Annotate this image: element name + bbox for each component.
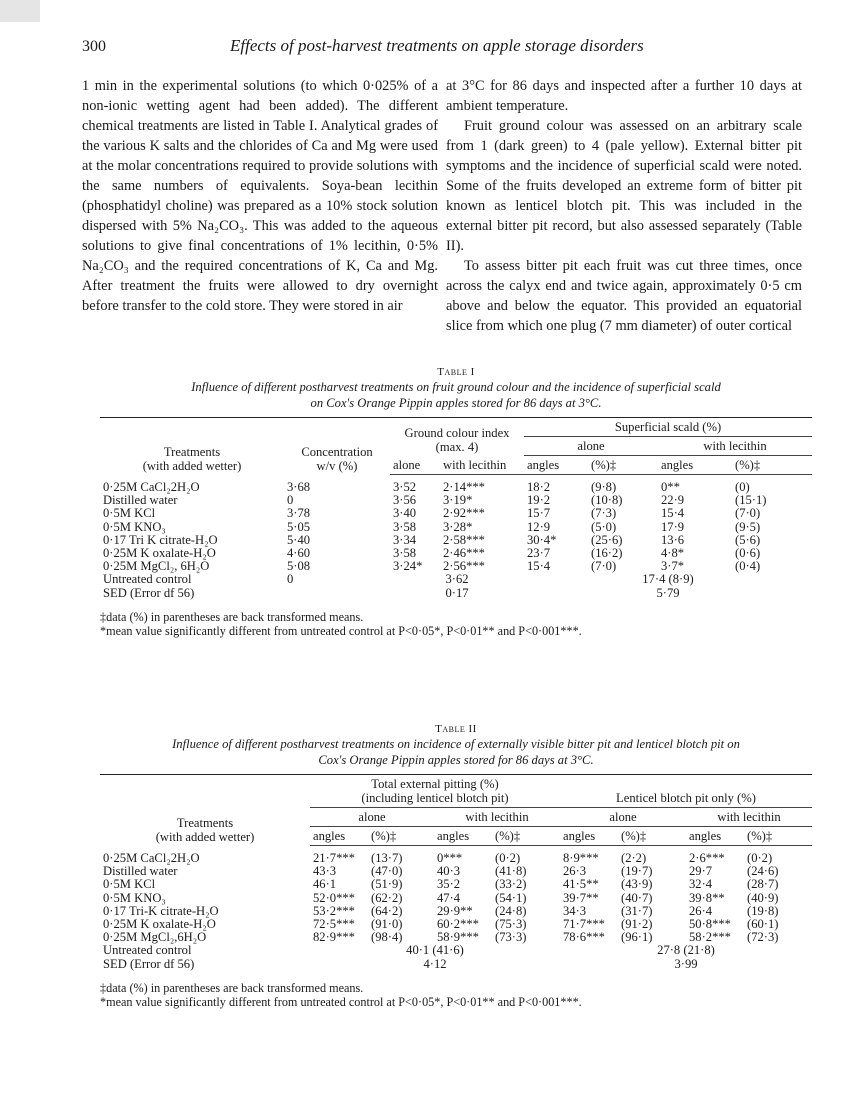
- table-label: Table I: [437, 366, 475, 378]
- row-label-cell: 0·5M KCl: [103, 506, 156, 521]
- table-cell: (54·1): [495, 890, 527, 905]
- table-cell: (9·5): [735, 519, 761, 534]
- row-label-cell: Untreated control: [103, 943, 192, 958]
- table-cell: 3·28*: [443, 519, 473, 534]
- column-header: alone: [560, 808, 686, 827]
- table-cell: 0: [287, 572, 294, 587]
- table-cell: 72·5***: [313, 917, 355, 932]
- column-header: Lenticel blotch pit only (%): [560, 775, 812, 808]
- row-label-cell: 0·25M K oxalate-H₂O: [103, 546, 216, 561]
- caption-line: on Cox's Orange Pippin apples stored for 86 days at 3°C.: [310, 396, 602, 410]
- page-number: 300: [82, 38, 106, 55]
- running-head: [82, 36, 802, 62]
- left-column: [82, 76, 438, 336]
- table-cell: 35·2: [437, 877, 461, 892]
- column-header: (%)‡: [588, 456, 658, 475]
- table-cell: 78·6***: [563, 930, 605, 945]
- table-cell: 12·9: [527, 519, 551, 534]
- header-line: (with added wetter): [142, 458, 242, 473]
- row-label-cell: 0·25M K oxalate-H₂O: [103, 917, 216, 932]
- table-cell: 3·99: [674, 956, 698, 971]
- column-header: (%)‡: [492, 827, 560, 846]
- column-header: alone: [390, 456, 440, 475]
- table-cell: (7·0): [591, 559, 617, 574]
- table-cell: 2·6***: [689, 851, 725, 865]
- table-cell: (31·7): [621, 903, 653, 918]
- table-cell: (51·9): [371, 877, 403, 892]
- table-row: [100, 892, 812, 905]
- header-line: Treatments: [163, 444, 221, 459]
- table-cell: 3·62: [445, 572, 469, 587]
- paragraph: Fruit ground colour was assessed on an arbitrary scale from 1 (dark green) to 4 (pale yellow). External bitter pit symptoms and the incidence of superficial scald were noted. Some of the fruits developed an extreme form of bitter pit known as lenticel blotch pit. This was included in the external bitter pit record, but also assessed separately (Table II).: [446, 118, 802, 254]
- table-cell: 60·2***: [437, 917, 479, 932]
- column-header: Superficial scald (%): [524, 418, 812, 437]
- table-cell: (0·2): [747, 851, 773, 865]
- table-cell: (91·2): [621, 917, 653, 932]
- table-cell: (40·9): [747, 890, 779, 905]
- table-cell: 3·40: [393, 506, 417, 521]
- table-cell: 22·9: [661, 493, 685, 508]
- column-header: [310, 775, 560, 808]
- column-header: with lecithin: [434, 808, 560, 827]
- data-table: [100, 417, 812, 600]
- row-label-cell: 0·25M CaCl₂2H₂O: [103, 850, 200, 865]
- column-header: alone: [524, 437, 658, 456]
- table-cell: (0·4): [735, 559, 761, 574]
- table-cell: (47·0): [371, 864, 403, 879]
- footnote: ‡data (%) in parentheses are back transformed means.: [100, 609, 364, 624]
- table-cell: 13·6: [661, 532, 685, 547]
- column-header: angles: [658, 456, 732, 475]
- header-line: (including lenticel blotch pit): [361, 791, 509, 805]
- table-row: [100, 507, 812, 520]
- table-cell: 19·2: [527, 493, 551, 508]
- table-cell: 3·24*: [393, 559, 423, 574]
- table-cell: 27·8 (21·8): [657, 943, 715, 958]
- table-cell: (72·3): [747, 930, 779, 945]
- table-cell: 4·60: [287, 546, 311, 561]
- table-label: Table II: [435, 723, 477, 735]
- table-caption: [124, 379, 788, 411]
- table-cell: (15·1): [735, 493, 767, 508]
- table-cell: (16·2): [591, 546, 623, 561]
- column-header: with lecithin: [686, 808, 812, 827]
- column-header: [390, 418, 524, 456]
- footnote: *mean value significantly different from untreated control at P<0·05*, P<0·01** and P<0·001***.: [100, 994, 582, 1009]
- untreated-row: [100, 573, 812, 586]
- paragraph: at 3°C for 86 days and inspected after a further 10 days at ambient temperature.: [446, 78, 802, 114]
- table-1: [100, 366, 812, 638]
- scan-smudge: [0, 0, 40, 22]
- table-cell: 30·4*: [527, 532, 557, 547]
- header-line: w/v (%): [316, 458, 358, 473]
- table-cell: 82·9***: [313, 930, 355, 945]
- table-cell: (24·8): [495, 903, 527, 918]
- header-line: Ground colour index: [404, 425, 510, 440]
- table-cell: 3·58: [393, 546, 417, 561]
- table-cell: 4·8*: [661, 546, 685, 561]
- table-footnotes: [100, 981, 812, 1009]
- column-header: (%)‡: [732, 456, 812, 475]
- table-cell: 50·8***: [689, 917, 731, 932]
- header-line: (with added wetter): [155, 829, 255, 844]
- table-cell: 34·3: [563, 903, 587, 918]
- table-cell: 53·2***: [313, 903, 355, 918]
- table-cell: 29·7: [689, 864, 713, 879]
- table-cell: (91·0): [371, 917, 403, 932]
- table-cell: 26·4: [689, 903, 713, 918]
- table-cell: (96·1): [621, 930, 653, 945]
- column-header: (%)‡: [368, 827, 434, 846]
- table-cell: 2·56***: [443, 559, 485, 574]
- table-cell: 3·68: [287, 479, 311, 494]
- footnote: *mean value significantly different from untreated control at P<0·05*, P<0·01** and P<0·001***.: [100, 623, 582, 638]
- sed-row: [100, 958, 812, 971]
- table-cell: (28·7): [747, 877, 779, 892]
- paragraph: 1 min in the experimental solutions (to which 0·025% of a non-ionic wetting agent had been added). The different chemical treatments are listed in Table I. Analytical grades of the various K salts and the chlorides of Ca and Mg were used at the molar concentrations required to provide solutions with the same numbers of equivalents. Soya-bean lecithin (phosphatidyl choline) was prepared as a 10% stock solution dispersed with 5% Na₂CO₃. This was added to the aqueous solutions to give final concentrations of 1% lecithin, 0·5% Na₂CO₃ and the required concentrations of K, Ca and Mg. After treatment the fruits were allowed to dry overnight before transfer to the cold store. They were stored in air: [82, 78, 438, 314]
- table-cell: 8·9***: [563, 851, 599, 865]
- row-label-cell: 0·5M KNO₃: [103, 519, 166, 534]
- sed-row: [100, 587, 812, 600]
- table-cell: 58·9***: [437, 930, 479, 945]
- table-cell: 15·4: [661, 506, 685, 521]
- row-label-cell: Distilled water: [103, 493, 178, 508]
- table-cell: (64·2): [371, 903, 403, 918]
- table-cell: (73·3): [495, 930, 527, 945]
- table-cell: (60·1): [747, 917, 779, 932]
- row-label-cell: 0·25M MgCl₂,6H₂O: [103, 930, 207, 945]
- right-column: [446, 76, 802, 336]
- table-cell: 40·3: [437, 864, 461, 879]
- column-header: angles: [434, 827, 492, 846]
- table-cell: (7·0): [735, 506, 761, 521]
- table-cell: (98·4): [371, 930, 403, 945]
- table-cell: (41·8): [495, 864, 527, 879]
- row-label-cell: 0·25M MgCl₂, 6H₂O: [103, 559, 210, 574]
- column-header: angles: [310, 827, 368, 846]
- table-caption: [124, 736, 788, 768]
- table-cell: 17·9: [661, 519, 685, 534]
- table-row: [100, 521, 812, 534]
- column-header: with lecithin: [440, 456, 524, 475]
- table-cell: 47·4: [437, 890, 461, 905]
- table-cell: 5·79: [656, 585, 680, 600]
- table-cell: 3·78: [287, 506, 311, 521]
- table-cell: 3·52: [393, 480, 417, 494]
- table-cell: 29·9**: [437, 903, 473, 918]
- paragraph: To assess bitter pit each fruit was cut three times, once across the calyx end and twice again, approximately 0·5 cm above and below the equator. This provided an equatorial slice from which one plug (7 mm diameter) of outer cortical: [446, 258, 802, 334]
- table-cell: 2·14***: [443, 480, 485, 494]
- row-label-cell: 0·17 Tri K citrate-H₂O: [103, 532, 218, 547]
- table-cell: 46·1: [313, 877, 337, 892]
- table-cell: (19·7): [621, 864, 653, 879]
- table-cell: 5·08: [287, 559, 311, 574]
- column-header: (%)‡: [618, 827, 686, 846]
- table-cell: 3·56: [393, 493, 417, 508]
- table-cell: 5·05: [287, 519, 311, 534]
- column-header: [100, 418, 284, 475]
- column-header: angles: [524, 456, 588, 475]
- table-cell: (2·2): [621, 851, 647, 865]
- table-cell: 3·58: [393, 519, 417, 534]
- table-cell: 0: [287, 493, 294, 508]
- table-cell: 15·7: [527, 506, 551, 521]
- table-cell: (7·3): [591, 506, 617, 521]
- table-cell: 58·2***: [689, 930, 731, 945]
- table-cell: 3·34: [393, 532, 417, 547]
- table-cell: (10·8): [591, 493, 623, 508]
- data-table: [100, 774, 812, 971]
- column-header: angles: [560, 827, 618, 846]
- table-row: [100, 475, 812, 495]
- table-cell: (13·7): [371, 851, 403, 865]
- page: [82, 36, 802, 336]
- table-cell: 2·58***: [443, 532, 485, 547]
- row-label-cell: Distilled water: [103, 864, 178, 879]
- table-cell: 15·4: [527, 559, 551, 574]
- header-line: (max. 4): [435, 439, 479, 454]
- table-2: [100, 723, 812, 1009]
- header-line: Total external pitting (%): [371, 777, 499, 791]
- running-title: Effects of post-harvest treatments on apple storage disorders: [230, 36, 644, 55]
- table-cell: 4·12: [423, 956, 447, 971]
- table-cell: (19·8): [747, 903, 779, 918]
- body-text: [82, 76, 802, 336]
- table-cell: (0·2): [495, 851, 521, 865]
- table-cell: 18·2: [527, 480, 551, 494]
- row-label-cell: 0·17 Tri-K citrate-H₂O: [103, 903, 219, 918]
- table-cell: (0): [735, 480, 750, 494]
- row-label-cell: SED (Error df 56): [103, 585, 195, 600]
- column-header: alone: [310, 808, 434, 827]
- table-cell: 21·7***: [313, 851, 355, 865]
- table-footnotes: [100, 610, 812, 638]
- table-cell: (33·2): [495, 877, 527, 892]
- header-line: Treatments: [176, 815, 234, 830]
- row-label-cell: SED (Error df 56): [103, 956, 195, 971]
- table-cell: 41·5**: [563, 877, 599, 892]
- table-cell: (75·3): [495, 917, 527, 932]
- table-cell: 5·40: [287, 532, 311, 547]
- table-cell: 2·92***: [443, 506, 485, 521]
- table-cell: 32·4: [689, 877, 713, 892]
- table-cell: 26·3: [563, 864, 587, 879]
- table-cell: [284, 587, 390, 600]
- column-header: [284, 418, 390, 475]
- table-row: [100, 846, 812, 866]
- column-header: with lecithin: [658, 437, 812, 456]
- table-cell: 23·7: [527, 546, 551, 561]
- table-cell: 43·3: [313, 864, 337, 879]
- table-cell: (5·0): [591, 519, 617, 534]
- untreated-row: [100, 944, 812, 957]
- table-cell: (24·6): [747, 864, 779, 879]
- row-label-cell: 0·5M KCl: [103, 877, 156, 892]
- table-cell: 0**: [661, 480, 680, 494]
- caption-line: Influence of different postharvest treatments on incidence of externally visible bitter pit and lenticel blotch pit on: [172, 737, 740, 751]
- table-cell: (62·2): [371, 890, 403, 905]
- table-cell: 3·7*: [661, 559, 685, 574]
- table-cell: 40·1 (41·6): [406, 943, 464, 958]
- table-cell: 39·8**: [689, 890, 725, 905]
- table-cell: 39·7**: [563, 890, 599, 905]
- table-cell: 0·17: [445, 585, 469, 600]
- table-cell: (5·6): [735, 532, 761, 547]
- table-cell: 3·19*: [443, 493, 473, 508]
- column-header: angles: [686, 827, 744, 846]
- table-cell: 52·0***: [313, 890, 355, 905]
- table-row: [100, 878, 812, 891]
- column-header: [100, 775, 310, 846]
- table-cell: (25·6): [591, 532, 623, 547]
- row-label-cell: 0·25M CaCl₂2H₂O: [103, 479, 200, 494]
- table-cell: (0·6): [735, 546, 761, 561]
- row-label-cell: Untreated control: [103, 572, 192, 587]
- table-cell: 71·7***: [563, 917, 605, 932]
- table-cell: (40·7): [621, 890, 653, 905]
- footnote: ‡data (%) in parentheses are back transformed means.: [100, 980, 364, 995]
- caption-line: Cox's Orange Pippin apples stored for 86 days at 3°C.: [318, 753, 594, 767]
- column-header: (%)‡: [744, 827, 812, 846]
- table-cell: 0***: [437, 851, 463, 865]
- table-cell: 2·46***: [443, 546, 485, 561]
- table-cell: (9·8): [591, 480, 617, 494]
- header-line: Concentration: [301, 444, 373, 459]
- row-label-cell: 0·5M KNO₃: [103, 890, 166, 905]
- table-cell: (43·9): [621, 877, 653, 892]
- table-cell: 17·4 (8·9): [642, 572, 694, 587]
- caption-line: Influence of different postharvest treatments on fruit ground colour and the incidence of superficial scald: [191, 380, 721, 394]
